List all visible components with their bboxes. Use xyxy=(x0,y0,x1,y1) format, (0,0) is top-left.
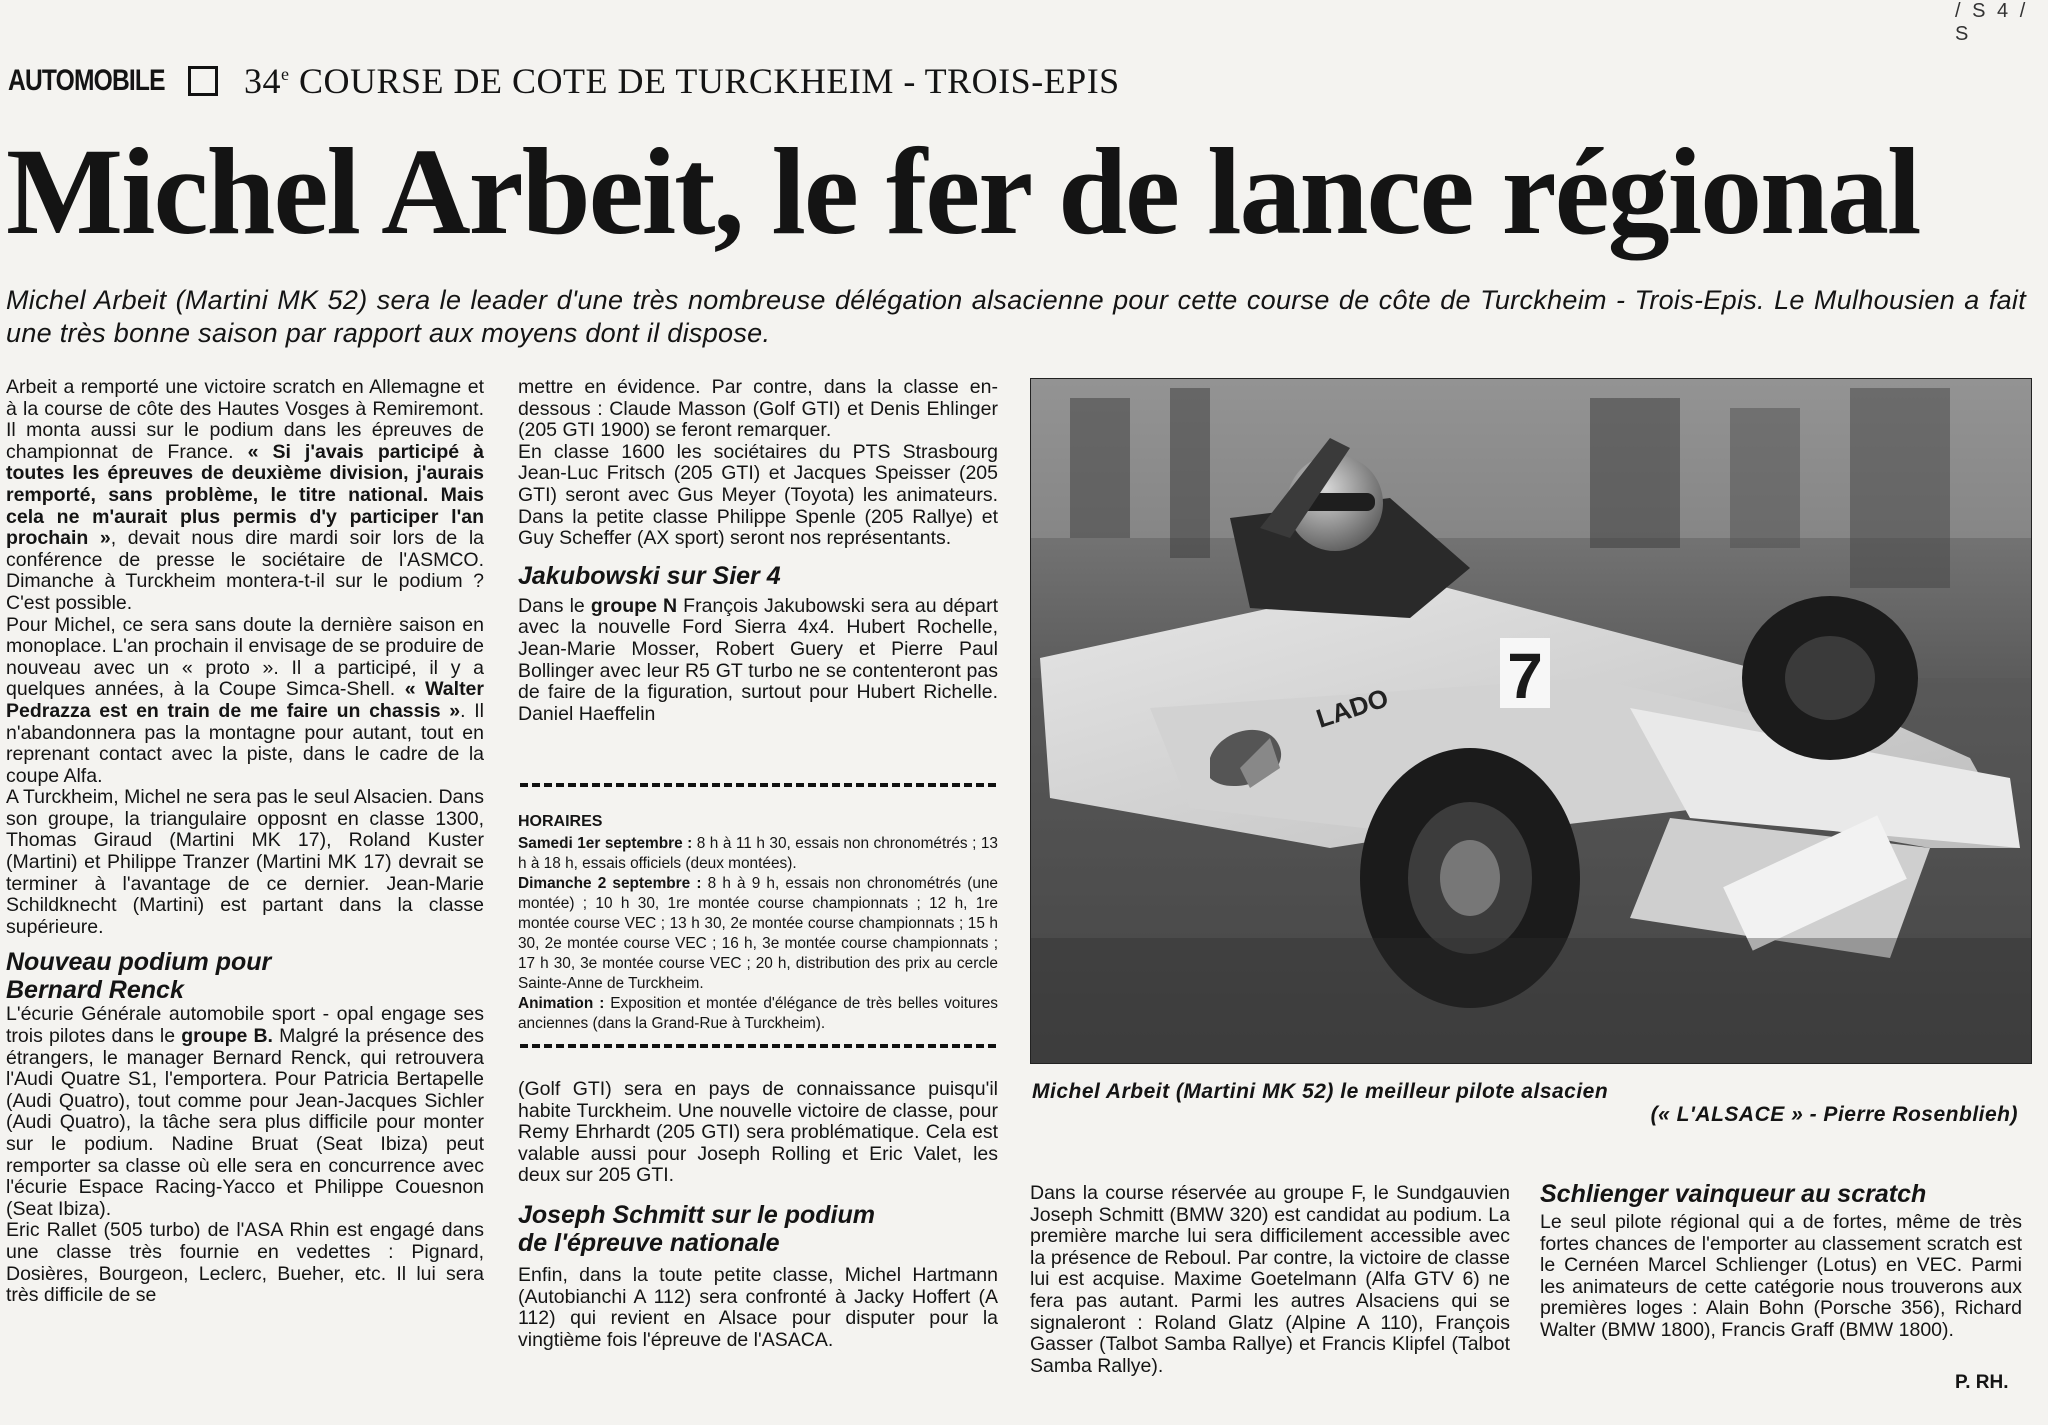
schedule-text: Exposition et montée d'élégance de très belles voitures anciennes (dans la Grand-Rue à Turckheim). xyxy=(518,995,998,1032)
car-number: 7 xyxy=(1507,640,1543,712)
quote: « Walter Pedrazza est en train de me faire un chassis » xyxy=(6,678,484,722)
article-column-4 xyxy=(1540,1180,2022,1342)
schedule-animation xyxy=(518,994,998,1034)
subheading-line: Joseph Schmitt sur le podium xyxy=(518,1200,875,1229)
schedule-text: 8 h à 11 h 30, essais non chronométrés ; 13 h à 18 h, essais officiels (deux montées). xyxy=(518,835,998,872)
paragraph: (Golf GTI) sera en pays de connaissance puisqu'il habite Turckheim. Une nouvelle victoire de classe, pour Remy Ehrhardt (205 GTI) sera problématique. Cela est valable aussi pour Joseph Rolling et Eric Valet, les deux sur 205 GTI. xyxy=(518,1078,998,1187)
sponsor-decal: LADO xyxy=(1312,682,1392,734)
schedule-box xyxy=(518,812,998,1034)
schedule-text: 8 h à 9 h, essais non chronométrés (une montée) ; 10 h 30, 1re montée course championnats ; 12 h, 1re montée course VEC ; 13 h 30, 2e montée course championnats ; 15 h 30, 2e montée course VEC ; 16 h, 3e montée course championnats ; 17 h 30, 3e montée course VEC ; 20 h, distribution des prix au cercle Sainte-Anne de Turckheim. xyxy=(518,875,998,992)
author-signature: P. RH. xyxy=(1955,1372,2009,1393)
paragraph xyxy=(6,377,484,615)
event-title xyxy=(244,60,1120,102)
article-column-1 xyxy=(6,377,484,1307)
subheading-line: de l'épreuve nationale xyxy=(518,1228,780,1257)
page-reference: / S 4 / S xyxy=(1955,0,2029,45)
text: Dans le xyxy=(518,594,591,617)
text-bold: groupe N xyxy=(590,594,678,617)
subheading: Jakubowski sur Sier 4 xyxy=(518,561,781,590)
rubric-label: AUTOMOBILE xyxy=(8,64,165,97)
schedule-day: Animation : xyxy=(518,995,605,1012)
subheading xyxy=(518,1201,998,1257)
text: Arbeit a remporté une victoire scratch en Allemagne et à la course de côte des Hautes Vosges à Remiremont. Il monta aussi sur le podium dans les épreuves de championnat de France. xyxy=(6,376,484,463)
subheading-line: Nouveau podium pour xyxy=(6,948,272,977)
paragraph xyxy=(6,615,484,788)
text: Malgré la présence des étrangers, le manager Bernard Renck, qui retrouvera l'Audi Quatre S1, l'emportera. Pour Patricia Bertapelle (Audi Quatro), tout comme pour Jean-Jacques Sichler (Audi Quatro), la tâche sera plus difficile pour monter sur le podium. Nadine Bruat (Seat Ibiza) peut remporter sa classe où elle sera en concurrence avec l'écurie Espace Racing-Yacco et Philippe Couesnon (Seat Ibiza). xyxy=(6,1025,484,1220)
subheading: Schlienger vainqueur au scratch xyxy=(1540,1180,1927,1208)
article-column-2 xyxy=(518,377,998,725)
article-column-3 xyxy=(1030,1183,1510,1377)
paragraph: Dans la course réservée au groupe F, le Sundgauvien Joseph Schmitt (BMW 320) est candidat au podium. La première marche lui sera difficilement accessible avec la présence de Reboul. Par contre, la victoire de classe lui est acquise. Maxime Goetelmann (Alfa GTV 6) ne fera pas autant. Parmi les autres Alsaciens qui se signaleront : Roland Glatz (Alpine A 110), François Gasser (Talbot Samba Rallye) et Francis Klipfel (Talbot Samba Rallye). xyxy=(1030,1182,1510,1377)
schedule-day: Dimanche 2 septembre : xyxy=(518,875,702,892)
paragraph: En classe 1600 les sociétaires du PTS Strasbourg Jean-Luc Fritsch (205 GTI) et Jacques Speisser (205 GTI) seront avec Gus Meyer (Toyota) les animateurs. Dans la petite classe Philippe Spenle (205 Rallye) et Guy Scheffer (AX sport) seront nos représentants. xyxy=(518,440,998,550)
paragraph: Enfin, dans la toute petite classe, Michel Hartmann (Autobianchi A 112) sera confronté à Jacky Hoffert (A 112) qui revient en Alsace pour disputer pour la vingtième fois l'épreuve de l'ASACA. xyxy=(518,1263,998,1351)
schedule-title: HORAIRES xyxy=(518,813,603,830)
photo-caption: Michel Arbeit (Martini MK 52) le meilleur pilote alsacien xyxy=(1032,1080,1609,1103)
event-number: 34 xyxy=(244,61,281,101)
schedule-day: Samedi 1er septembre : xyxy=(518,835,693,852)
paragraph: Le seul pilote régional qui a de fortes, même de très fortes chances de l'emporter au classement scratch est le Cernéen Marcel Schlienger (Lotus) en VEC. Parmi les animateurs de cette catégorie nous trouverons aux premières loges : Alain Bohn (Porsche 356), Richard Walter (BMW 1800), Francis Graff (BMW 1800). xyxy=(1540,1211,2022,1341)
photo-credit: (« L'ALSACE » - Pierre Rosenblieh) xyxy=(1650,1103,2018,1126)
event-number-suffix: e xyxy=(281,64,290,84)
paragraph: mettre en évidence. Par contre, dans la classe en-dessous : Claude Masson (Golf GTI) et Denis Ehlinger (205 GTI 1900) se feront remarquer. xyxy=(518,376,998,442)
subheading xyxy=(6,948,484,1004)
lede: Michel Arbeit (Martini MK 52) sera le leader d'une très nombreuse délégation alsacienne pour cette course de côte de Turckheim - Trois-Epis. Le Mulhousien a fait une très bonne saison par rapport aux moyens dont il dispose. xyxy=(6,285,2026,348)
schedule-sunday xyxy=(518,874,998,994)
headline: Michel Arbeit, le fer de lance régional xyxy=(6,123,1920,260)
section-kicker xyxy=(8,58,1120,104)
square-icon xyxy=(188,66,218,96)
text: Pour Michel, ce sera sans doute la dernière saison en monoplace. L'an prochain il envisage de se produire de nouveau avec un « proto ». Il a participé, il y a quelques années, à la Coupe Simca-Shell. xyxy=(6,613,484,701)
event-name: COURSE DE COTE DE TURCKHEIM - TROIS-EPIS xyxy=(299,61,1120,101)
race-car-illustration xyxy=(1030,378,2032,1064)
text: L'écurie Générale automobile sport - opal engage ses trois pilotes dans le xyxy=(6,1003,484,1048)
divider xyxy=(520,1044,996,1048)
quote: « Si j'avais participé à toutes les épreuves de deuxième division, j'aurais remporté, sans problème, le titre national. Mais cela ne m'aurait plus permis d'y participer l'an prochain » xyxy=(6,440,484,550)
divider xyxy=(520,783,996,787)
article-column-2-continued xyxy=(518,1079,998,1351)
text: , devait nous dire mardi soir lors de la conférence de presse le sociétaire de l'ASMCO. Dimanche à Turckheim montera-t-il sur le podium ? C'est possible. xyxy=(6,527,484,614)
subheading-line: Bernard Renck xyxy=(6,976,184,1005)
text: François Jakubowski sera au départ avec la nouvelle Ford Sierra 4x4. Hubert Rochelle, Jean-Marie Mosser, Robert Guery et Pierre Paul Bollinger avec leur R5 GT turbo ne se contenteront pas de faire de la figuration, surtout pour Hubert Richelle. Daniel Haeffelin xyxy=(518,594,998,725)
paragraph xyxy=(6,1004,484,1220)
paragraph xyxy=(518,596,998,726)
paragraph: Eric Rallet (505 turbo) de l'ASA Rhin est engagé dans une classe très fournie en vedettes : Pignard, Dosières, Bourgeon, Leclerc, Bueher, etc. Il lui sera très difficile de se xyxy=(6,1219,484,1307)
schedule-saturday xyxy=(518,834,998,874)
race-car-photo xyxy=(1030,378,2032,1064)
paragraph: A Turckheim, Michel ne sera pas le seul Alsacien. Dans son groupe, la triangulaire opposnt en classe 1300, Thomas Giraud (Martini MK 17), Roland Kuster (Martini) et Philippe Tranzer (Martini MK 17) devrait se terminer à l'avantage de ce dernier. Jean-Marie Schildknecht (Martini) est partant dans la classe supérieure. xyxy=(6,786,484,938)
text: . Il n'abandonnera pas la montagne pour autant, tout en reprenant contact avec la piste, dans le cadre de la coupe Alfa. xyxy=(6,699,484,787)
text-bold: groupe B. xyxy=(181,1025,273,1048)
